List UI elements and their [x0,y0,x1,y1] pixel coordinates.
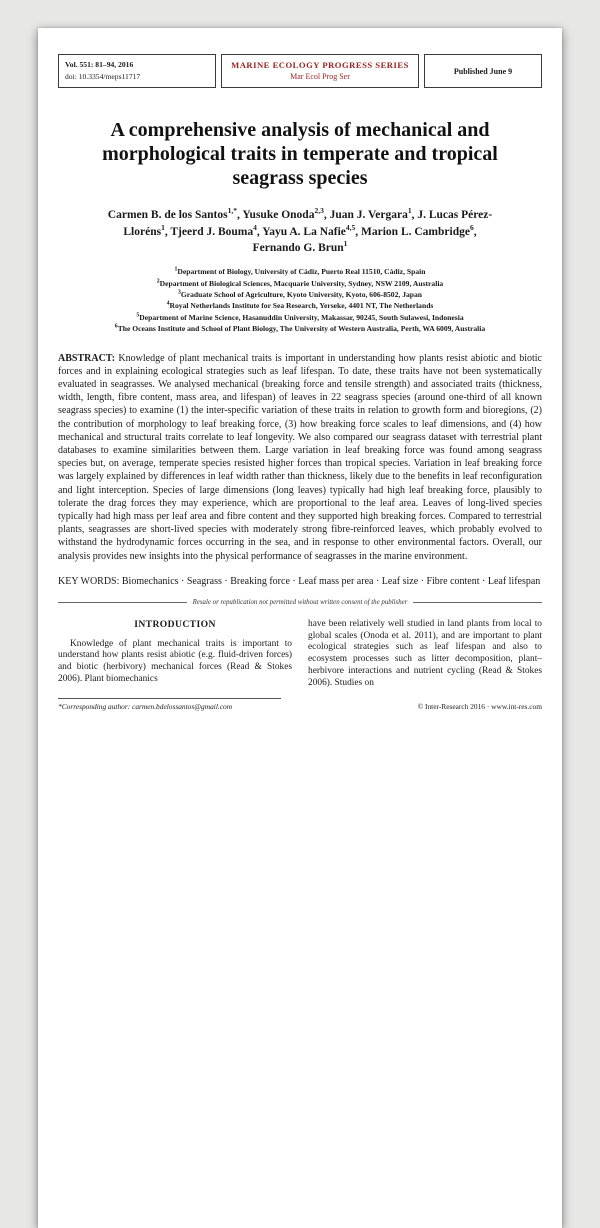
author-name: Juan J. Vergara$^1$ [329,206,412,222]
affiliation-line: $^5$Department of Marine Science, Hasanuddin University, Makassar, 90245, South Sulawesi, Indonesia [136,312,464,322]
column-right [308,619,542,689]
volume-line: Vol. 551: 81–94, 2016 [65,60,134,69]
author-name: J. Lucas Pérez-Lloréns$^1$ [123,209,493,238]
resale-notice-rule [58,599,542,606]
volume-box [58,54,216,88]
affiliation-line: $^4$Royal Netherlands Institute for Sea Research, Yerseke, 4401 NT, The Netherlands [166,300,434,311]
author-name: Tjeerd J. Bouma$^4$ [170,222,257,238]
introduction-heading: INTRODUCTION [134,619,216,631]
abstract-label: ABSTRACT: [58,352,116,364]
intro-paragraph-right: have been relatively well studied in land plants from local to global scales (Onoda et al. 2011), and are important to plant ecological strategies such as leaf lifespan and also to ecosystem processes such as litter decomposition, plant–herbivore interactions and nutrient cycling (Read & Stokes 2006). Studies on [308,619,542,688]
author-name: Fernando G. Brun$^1$ [252,239,348,254]
author-name: Yayu A. La Nafie$^{4,5}$ [262,222,356,238]
resale-notice: Resale or republication not permitted without written consent of the publisher [192,599,408,607]
abstract [58,352,542,563]
author-name: Marion L. Cambridge$^6$ [361,222,474,238]
published-date-box [424,54,542,88]
paper-page [38,28,562,1228]
corresponding-author-note: *Corresponding author: carmen.bdelossantos@gmail.com [58,698,281,711]
author-name: Carmen B. de los Santos$^{1,*}$ [107,206,237,222]
affiliation-list [58,266,542,334]
body-columns [58,619,542,689]
author-list: Carmen B. de los Santos$^{1,*}$, Yusuke Onoda$^{2,3}$, Juan J. Vergara$^1$, J. Lucas Pérez-Lloréns$^1$, Tjeerd J. Bouma$^4$, Yayu A. La Nafie$^{4,5}$, Marion L. Cambridge$^6$, Fernando G. Brun$^1$ [107,206,493,254]
journal-name-box [221,54,419,88]
article-title: A comprehensive analysis of mechanical and morphological traits in temperate and tropical seagrass species [102,119,498,190]
journal-abbreviation: Mar Ecol Prog Ser [290,72,350,81]
published-date: Published June 9 [453,66,513,76]
affiliation-line: $^6$The Oceans Institute and School of Plant Biology, The University of Western Australia, Perth, WA 6009, Australia [114,323,486,334]
journal-masthead [58,54,542,88]
page-footer [58,698,542,711]
rule-right-segment [413,602,542,603]
copyright-note: © Inter-Research 2016 · www.int-res.com [417,702,542,712]
rule-left-segment [58,602,187,603]
journal-name: MARINE ECOLOGY PROGRESS SERIES [231,60,409,70]
affiliation-line: $^3$Graduate School of Agriculture, Kyoto University, Kyoto, 606-8502, Japan [177,289,423,300]
keywords-line: KEY WORDS: Biomechanics · Seagrass · Breaking force · Leaf mass per area · Leaf size · Fibre content · Leaf lifespan [58,575,541,587]
affiliation-line: $^2$Department of Biological Sciences, Macquarie University, Sydney, NSW 2109, Australia [156,278,444,288]
affiliation-line: $^1$Department of Biology, University of Cádiz, Puerto Real 11510, Cádiz, Spain [174,266,426,277]
column-left [58,619,292,689]
author-name: Yusuke Onoda$^{2,3}$ [242,206,324,222]
abstract-text: Knowledge of plant mechanical traits is important in understanding how plants resist abiotic and biotic forces and in explaining ecological strategies such as leaf lifespan. To date, these traits have not been systematically evaluated in seagrasses. We analysed mechanical (breaking force and tensile strength) and associated traits (thickness, width, length, fibre content, mass area, and lifespan) of leaves in 22 seagrass species (around one-third of all known seagrass species) to examine (1) the inter-specific variation of these traits in relation to growth form and bioregions, (2) the contribution of morphology to leaf breaking force, (3) how breaking force scales to leaf dimensions, and (4) how mechanical and structural traits correlate to leaf longevity. We also compared our seagrass dataset with terrestrial plant databases to examine similarities between them. Large variation in leaf breaking force was found among seagrass species but, on average, temperate species resisted higher forces than tropical species. Variation in leaf breaking force was largely explained by differences in leaf width rather than thickness, likely due to the benefits in leaf reconfiguration and light interception. Species of large dimensions (long leaves) typically had high leaf breaking force, plausibly to tolerate the drag forces they may experience, which are proportional to the leaf area. Leaves of long-lived species typically had high mass per leaf area and fibre content and they supported high breaking forces. Compared to terrestrial plants, seagrasses are short-lived species with moderately strong fibre-reinforced leaves, which probably evolved to withstand the hydrodynamic forces occurring in the sea, and in response to other environmental factors. Overall, our analysis provides new insights into the physical performance of seagrasses in the marine environment. [58,352,542,562]
intro-paragraph-left: Knowledge of plant mechanical traits is important to understand how plants resist abiotic (e.g. fluid-driven forces) and biotic (herbivory) mechanical forces (Read & Stokes 2006). Plant biomechanics [58,638,292,684]
doi-line: doi: 10.3354/meps11717 [65,72,141,82]
